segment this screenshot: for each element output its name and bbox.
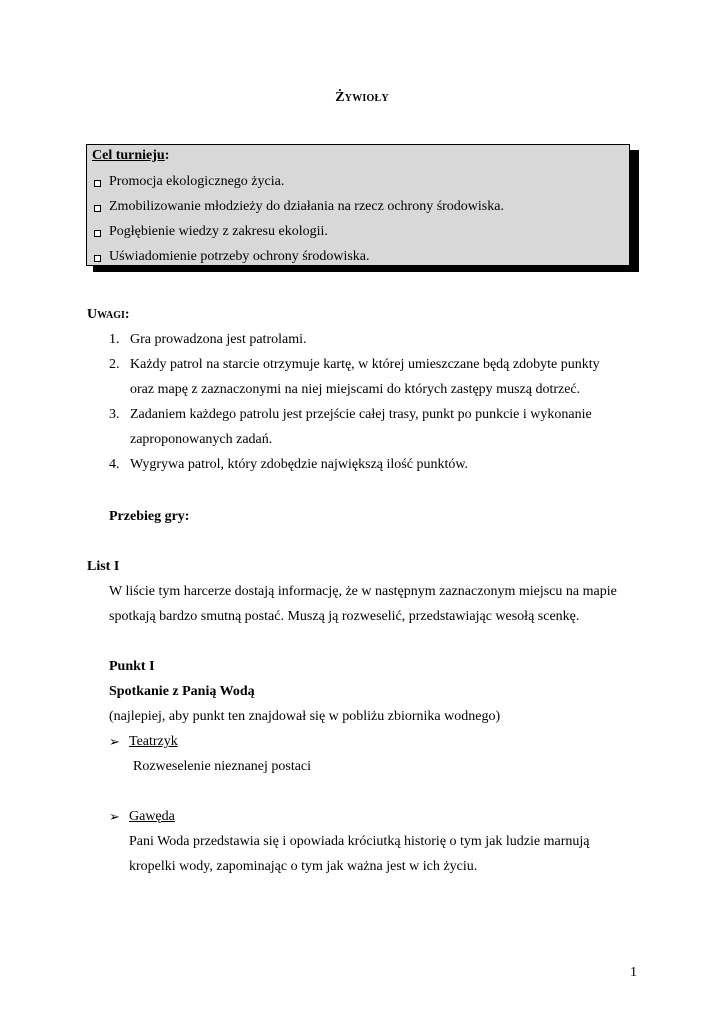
arrow-right-icon: ➢	[109, 734, 120, 749]
game-course-heading: Przebieg gry:	[109, 509, 190, 524]
notes-heading-colon: :	[124, 307, 130, 322]
task-line: Rozweselenie nieznanej postaci	[133, 759, 312, 774]
letter-heading: List I	[87, 559, 120, 574]
notes-heading	[87, 306, 130, 324]
note-number: 2.	[109, 357, 120, 372]
checkbox-square-icon	[94, 180, 101, 187]
note-line: zaproponowanych zadań.	[130, 432, 273, 447]
point-note: (najlepiej, aby punkt ten znajdował się w pobliżu zbiornika wodnego)	[109, 709, 501, 724]
letter-line: spotkają bardzo smutną postać. Muszą ją rozweselić, przedstawiając wesołą scenkę.	[109, 609, 580, 624]
note-line: Każdy patrol na starcie otrzymuje kartę, w której umieszczane będą zdobyte punkty	[130, 357, 600, 372]
goal-item: Zmobilizowanie młodzieży do działania na rzecz ochrony środowiska.	[109, 199, 504, 214]
letter-line: W liście tym harcerze dostają informację, że w następnym zaznaczonym miejscu na mapie	[109, 584, 617, 599]
note-line: Zadaniem każdego patrolu jest przejście całej trasy, punkt po punkcie i wykonanie	[130, 407, 592, 422]
notes-heading-text: Uwagi	[87, 307, 125, 322]
note-number: 3.	[109, 407, 120, 422]
goal-item: Promocja ekologicznego życia.	[109, 174, 285, 189]
goal-heading-text: Cel turnieju	[92, 148, 165, 163]
task-line: Pani Woda przedstawia się i opowiada króciutką historię o tym jak ludzie marnują	[129, 834, 590, 849]
note-number: 4.	[109, 457, 120, 472]
goal-heading-colon: :	[164, 148, 170, 163]
page-number: 1	[630, 965, 637, 980]
goal-item: Pogłębienie wiedzy z zakresu ekologii.	[109, 224, 328, 239]
goal-heading	[92, 147, 169, 165]
point-heading: Punkt I	[109, 659, 155, 674]
note-number: 1.	[109, 332, 120, 347]
note-line: Gra prowadzona jest patrolami.	[130, 332, 307, 347]
checkbox-square-icon	[94, 255, 101, 262]
point-subheading: Spotkanie z Panią Wodą	[109, 684, 255, 699]
task-line: kropelki wody, zapominając o tym jak ważna jest w ich życiu.	[129, 859, 478, 874]
goal-item: Uświadomienie potrzeby ochrony środowiska.	[109, 249, 370, 264]
task-name: Gawęda	[129, 809, 175, 824]
arrow-right-icon: ➢	[109, 809, 120, 824]
task-name: Teatrzyk	[129, 734, 178, 749]
checkbox-square-icon	[94, 205, 101, 212]
page-title: Żywioły	[335, 90, 389, 105]
note-line: Wygrywa patrol, który zdobędzie największą ilość punktów.	[130, 457, 469, 472]
note-line: oraz mapę z zaznaczonymi na niej miejscami do których zastępy muszą dotrzeć.	[130, 382, 581, 397]
checkbox-square-icon	[94, 230, 101, 237]
